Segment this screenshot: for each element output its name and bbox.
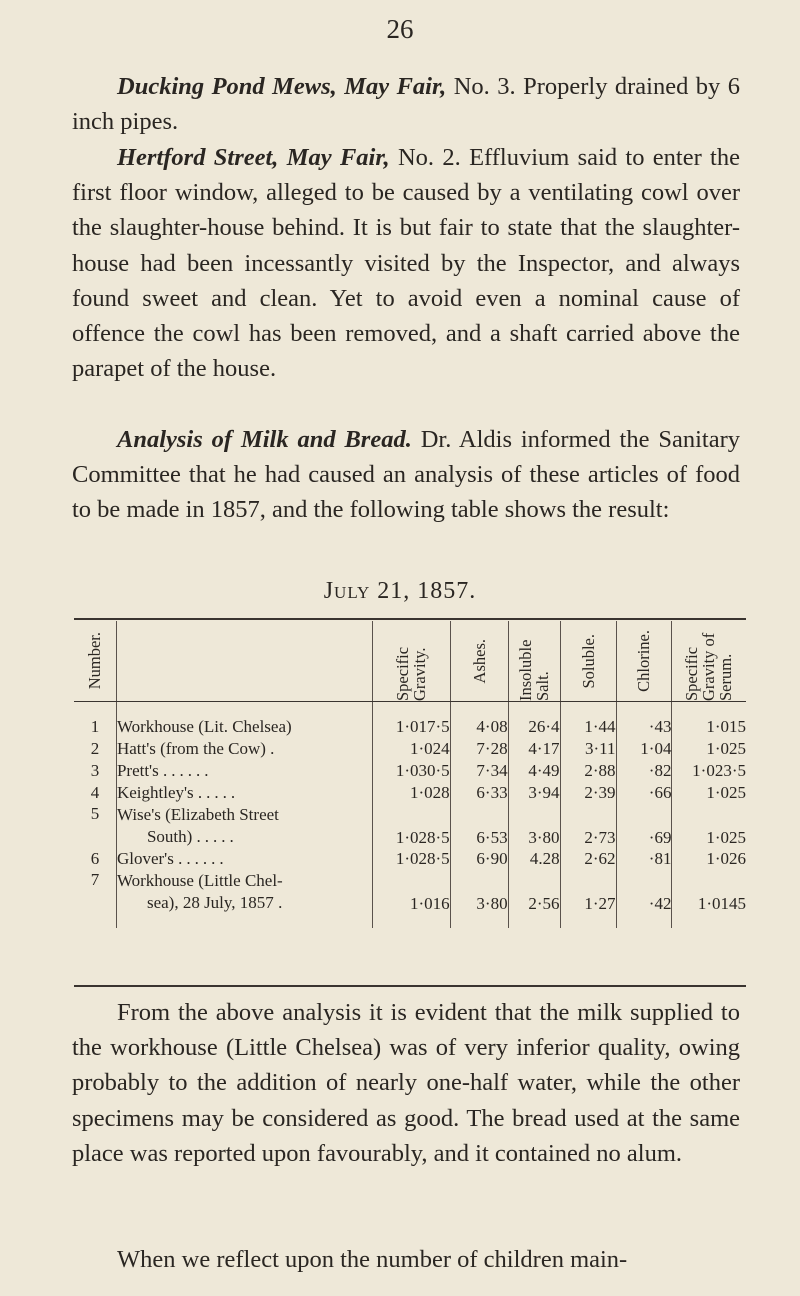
header-name [116,621,372,702]
header-ashes: Ashes. [450,621,508,702]
table-row: 6 Glover's ...... 1·028·5 6·90 4.28 2·62 ·81 1·026 [90,849,746,868]
paragraph-children [72,1242,740,1277]
page-number: 26 [386,14,414,44]
paragraph-lead: Analysis of Milk and Bread. [117,426,412,453]
paragraph-hertford-street [72,140,740,386]
table-row: 1 Workhouse (Lit. Chelsea) 1·017·5 4·08 26·4 1·44 ·43 1·015 [90,717,746,736]
paragraph-text: Effluvium said to enter the first floor window, alleged to be caused by a ventilating cowl over the slaughter-house behind. It is but fair to state that the slaughter-house had been incessantly visited by the Inspector, and always found sweet and clean. Yet to avoid even a nominal cause of offence the cowl has been removed, and a shaft carried above the parapet of the house. [72,144,740,383]
table-top-rule [74,618,746,620]
header-specific-gravity: Specific Gravity. [372,621,450,702]
header-chlorine: Chlorine. [616,621,672,702]
paragraph-conclusion [72,995,740,1171]
table-row: 5 Wise's (Elizabeth Street South) ..... 1·028·5 6·53 3·80 2·73 ·69 1·025 [90,804,746,847]
table-row: 3 Prett's ...... 1·030·5 7·34 4·49 2·88 ·82 1·023·5 [90,761,746,780]
paragraph-text: Dr. Aldis informed the Sanitary Committee that he had caused an analysis of these articles of food to be made in 1857, and the following table shows the result: [72,426,740,524]
table-header-row [74,621,746,702]
table-row: 7 Workhouse (Little Chel- sea), 28 July, 1857 . 1·016 3·80 2·56 1·27 ·42 1·0145 [90,870,746,913]
header-serum: Specific Gravity of Serum. [672,621,746,702]
paragraph-lead: Ducking Pond Mews, May Fair, [117,73,447,100]
header-soluble: Soluble. [560,621,616,702]
header-insoluble-salt: Insoluble Salt. [508,621,560,702]
table-row: 2 Hatt's (from the Cow) . 1·024 7·28 4·17 3·11 1·04 1·025 [90,739,746,758]
paragraph-text: From the above analysis it is evident that the milk supplied to the workhouse (Little Chelsea) was of very inferior quality, owing probably to the addition of nearly one-half water, while the other specimens may be considered as good. The bread used at the same place was reported upon favourably, and it contained no alum. [72,999,740,1167]
paragraph-lead: Hertford Street, May Fair, [117,144,390,171]
analysis-table [74,621,746,928]
paragraph-number: No. 3. [453,73,516,100]
header-number: Number. [74,621,116,702]
table-title: July 21, 1857. [323,578,477,604]
paragraph-text: Properly drained by 6 inch pipes. [72,73,740,136]
paragraph-ducking-pond-mews [72,69,740,139]
paragraph-text: When we reflect upon the number of children main- [117,1246,628,1273]
paragraph-analysis [72,422,740,528]
table-bottom-rule [74,985,746,987]
table-row: 4 Keightley's ..... 1·028 6·33 3·94 2·39 ·66 1·025 [90,783,746,802]
paragraph-number: No. 2. [397,144,461,171]
